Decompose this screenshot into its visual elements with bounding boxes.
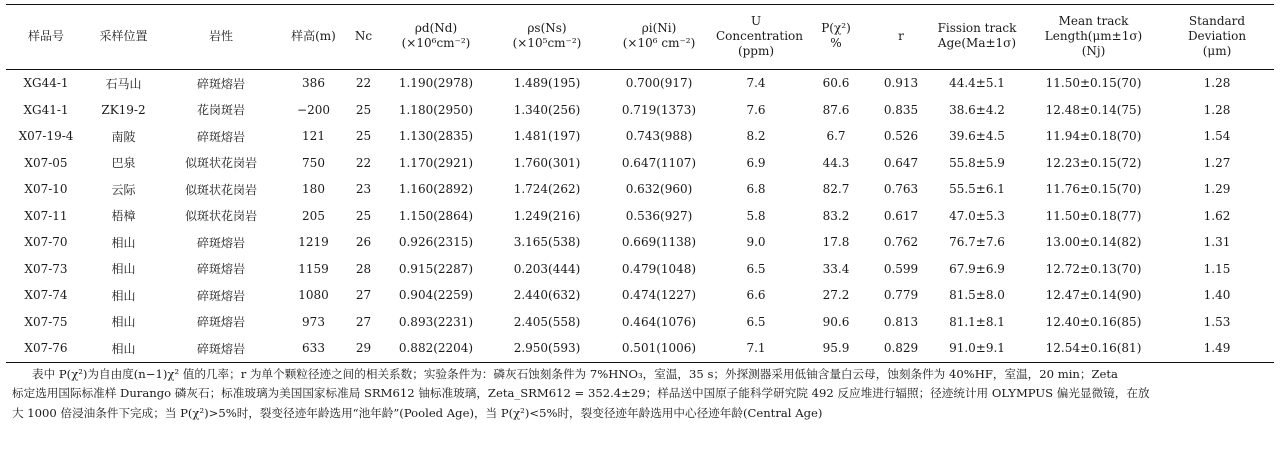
table-cell: 22 (355, 155, 372, 170)
column-header-line: (×10⁶ cm⁻²) (622, 36, 696, 50)
table-cell: 8.2 (746, 129, 766, 144)
table-cell: 相山 (111, 288, 136, 303)
table-cell: 25 (355, 102, 372, 117)
table-cell: 0.904(2259) (398, 288, 474, 303)
table-cell: 1.53 (1203, 314, 1231, 329)
table-cell: 花岗斑岩 (196, 103, 245, 118)
table-cell: 1.249(216) (513, 208, 581, 223)
table-cell: 12.40±0.16(85) (1045, 314, 1142, 329)
table-cell: 386 (302, 76, 325, 91)
table-cell: 0.474(1227) (621, 288, 697, 303)
table-cell: 相山 (111, 262, 136, 277)
table-cell: 1080 (298, 288, 329, 303)
table-cell: 0.203(444) (513, 261, 581, 276)
column-header (346, 5, 381, 70)
table-row (6, 150, 1274, 177)
column-header (6, 5, 86, 70)
table-cell: X07-70 (24, 235, 68, 250)
table-cell: 相山 (111, 315, 136, 330)
table-cell: 7.6 (746, 102, 766, 117)
table-cell: 0.647 (883, 155, 919, 170)
table-cell: 6.7 (826, 129, 846, 144)
table-cell: 0.647(1107) (621, 155, 697, 170)
column-header-line: (ppm) (737, 43, 775, 58)
table-cell: 0.926(2315) (398, 235, 474, 250)
table-cell: 0.669(1138) (621, 235, 697, 250)
table-cell: 81.1±8.1 (949, 314, 1005, 329)
table-cell: 1.481(197) (513, 129, 581, 144)
column-header-line: Mean track (1058, 13, 1129, 28)
table-cell: 33.4 (822, 261, 850, 276)
column-header (161, 5, 281, 70)
table-cell: 1.62 (1203, 208, 1231, 223)
table-cell: 1.160(2892) (398, 182, 474, 197)
table-row (6, 309, 1274, 336)
column-header-line: Standard (1188, 13, 1246, 28)
column-header (1160, 5, 1274, 70)
header-row (6, 5, 1274, 70)
table-cell: 梧樟 (111, 209, 136, 224)
table-cell: 6.5 (746, 314, 766, 329)
footnote-line: 标定选用国际标准样 Durango 磷灰石；标准玻璃为美国国家标准局 SRM612 铀标准玻璃，Zeta_SRM612 = 352.4±29；样品送中国原子能科学研究院 492 反应堆进行辐照；径迹统计用 OLYMPUS 偏光显微镜，在放 (12, 386, 1150, 400)
table-cell: 碎斑熔岩 (196, 288, 245, 303)
footnote-line: 大 1000 倍浸油条件下完成；当 P(χ²)>5%时，裂变径迹年龄选用“池年龄”(Pooled Age)，当 P(χ²)<5%时，裂变径迹年龄选用中心径迹年龄(Central Age) (12, 405, 823, 420)
table-cell: 7.4 (746, 76, 766, 91)
table-cell: 27 (355, 314, 372, 329)
table-cell: 1159 (298, 261, 329, 276)
table-cell: 83.2 (822, 208, 850, 223)
table-cell: 碎斑熔岩 (196, 235, 245, 250)
table-cell: 1.40 (1203, 288, 1231, 303)
column-header (281, 5, 346, 70)
table-cell: 0.617 (883, 208, 919, 223)
table-cell: 0.915(2287) (398, 261, 474, 276)
column-header (715, 5, 804, 70)
table-cell: 0.882(2204) (398, 341, 474, 356)
table-cell: 0.632(960) (625, 182, 693, 197)
table-cell: 1.28 (1203, 76, 1231, 91)
column-header (381, 5, 491, 70)
table-cell: 相山 (111, 235, 136, 250)
table-cell: X07-73 (24, 261, 68, 276)
table-cell: 相山 (111, 341, 136, 356)
table-cell: 碎斑熔岩 (196, 262, 245, 277)
column-header-line: P(χ²) (821, 21, 851, 35)
table-cell: 1.724(262) (513, 182, 581, 197)
column-header-line: (×10⁵cm⁻²) (512, 36, 582, 50)
table-cell: 87.6 (822, 102, 850, 117)
table-cell: 3.165(538) (513, 235, 581, 250)
table-cell: 0.763 (883, 182, 919, 197)
table-cell: 82.7 (822, 182, 850, 197)
table-cell: X07-11 (24, 208, 68, 223)
table-container (6, 4, 1274, 423)
column-header-line: (μm) (1202, 43, 1232, 58)
column-header (603, 5, 715, 70)
table-cell: 0.813 (883, 314, 919, 329)
column-header-line: Fission track (937, 21, 1017, 35)
table-cell: 121 (302, 129, 325, 144)
table-cell: 似斑状花岗岩 (184, 156, 257, 171)
table-cell: 12.54±0.16(81) (1045, 341, 1142, 356)
table-cell: 26 (355, 235, 372, 250)
table-cell: 0.829 (883, 341, 919, 356)
table-row (6, 229, 1274, 256)
table-row (6, 97, 1274, 124)
table-cell: 27 (355, 288, 372, 303)
column-header-line: 岩性 (208, 28, 233, 43)
table-cell: 0.762 (883, 235, 919, 250)
table-cell: 0.700(917) (625, 76, 693, 91)
table-cell: 1.15 (1203, 261, 1231, 276)
table-cell: 似斑状花岗岩 (184, 182, 257, 197)
table-cell: 似斑状花岗岩 (184, 209, 257, 224)
table-cell: 22 (355, 76, 372, 91)
table-cell: 12.47±0.14(90) (1045, 288, 1142, 303)
table-cell: 1.29 (1203, 182, 1231, 197)
table-cell: 6.9 (746, 155, 766, 170)
table-cell: X07-19-4 (18, 129, 74, 144)
table-cell: 76.7±7.6 (949, 235, 1005, 250)
table-cell: 1.489(195) (513, 76, 581, 91)
column-header (875, 5, 927, 70)
table-cell: 1.27 (1203, 155, 1231, 170)
footnote-line: 表中 P(χ²)为自由度(n−1)χ² 值的几率；r 为单个颗粒径迹之间的相关系数；实验条件为：磷灰石蚀刻条件为 7%HNO₃，室温，35 s；外探测器采用低铀含量白云母，蚀刻条件为 40%HF，室温，20 min；Zeta (32, 366, 1118, 381)
table-cell: 2.440(632) (513, 288, 581, 303)
table-cell: 11.50±0.15(70) (1045, 76, 1142, 91)
table-cell: 0.501(1006) (621, 341, 697, 356)
column-header-line: 样高(m) (291, 28, 336, 43)
table-cell: 81.5±8.0 (949, 288, 1005, 303)
table-row (6, 176, 1274, 203)
table-cell: 碎斑熔岩 (196, 341, 245, 356)
table-cell: XG44-1 (23, 76, 69, 91)
table-footnote (6, 365, 1274, 424)
table-cell: 南陂 (111, 129, 136, 144)
table-cell: −200 (297, 102, 330, 117)
table-cell: 1.170(2921) (398, 155, 474, 170)
column-header-line: (×10⁶cm⁻²) (401, 36, 471, 50)
table-cell: 2.405(558) (513, 314, 581, 329)
column-header (797, 5, 875, 70)
table-cell: 17.8 (822, 235, 850, 250)
table-cell: X07-75 (24, 314, 68, 329)
table-row (6, 282, 1274, 309)
table-cell: 1.49 (1203, 341, 1231, 356)
table-cell: 28 (355, 261, 372, 276)
column-header-line: Deviation (1187, 28, 1247, 43)
column-header-line: 采样位置 (99, 28, 148, 43)
column-header-line: ρd(Nd) (414, 21, 458, 35)
table-cell: 0.719(1373) (621, 102, 697, 117)
table-cell: 25 (355, 208, 372, 223)
table-cell: 1219 (298, 235, 329, 250)
table-cell: 碎斑熔岩 (196, 76, 245, 91)
table-cell: 38.6±4.2 (949, 102, 1005, 117)
table-cell: 29 (355, 341, 372, 356)
table-cell: 6.6 (746, 288, 766, 303)
column-header-line: U (750, 13, 762, 28)
table-cell: 91.0±9.1 (949, 341, 1005, 356)
column-header (927, 5, 1027, 70)
table-cell: 11.76±0.15(70) (1045, 182, 1142, 197)
table-row (6, 123, 1274, 150)
table-cell: 0.536(927) (625, 208, 693, 223)
table-cell: 23 (355, 182, 372, 197)
table-cell: 0.526 (883, 129, 919, 144)
table-cell: ZK19-2 (101, 102, 146, 117)
table-cell: 1.340(256) (513, 102, 581, 117)
table-cell: X07-10 (24, 182, 68, 197)
table-cell: 12.48±0.14(75) (1045, 102, 1142, 117)
column-header-line: Nc (354, 28, 373, 43)
table-cell: 0.743(988) (625, 129, 693, 144)
column-header (1027, 5, 1160, 70)
column-header-line: r (898, 28, 904, 43)
column-header-line: Concentration (716, 28, 804, 43)
column-header-line: (Nj) (1081, 43, 1106, 58)
table-cell: 0.464(1076) (621, 314, 697, 329)
table-cell: 1.150(2864) (398, 208, 474, 223)
table-cell: 1.28 (1203, 102, 1231, 117)
table-row (6, 335, 1274, 362)
column-header-line: Length(μm±1σ) (1044, 28, 1143, 43)
table-cell: 6.8 (746, 182, 766, 197)
table-cell: 9.0 (746, 235, 766, 250)
table-cell: 39.6±4.5 (949, 129, 1005, 144)
table-row (6, 256, 1274, 283)
table-cell: 1.54 (1203, 129, 1231, 144)
column-header (86, 5, 161, 70)
table-cell: XG41-1 (23, 102, 69, 117)
table-cell: 95.9 (822, 341, 850, 356)
table-cell: 27.2 (822, 288, 850, 303)
table-cell: 90.6 (822, 314, 850, 329)
table-cell: 180 (302, 182, 325, 197)
column-header (491, 5, 603, 70)
table-cell: 67.9±6.9 (949, 261, 1005, 276)
table-cell: 47.0±5.3 (949, 208, 1005, 223)
column-header-line: 样品号 (27, 28, 64, 43)
table-cell: 云际 (111, 182, 136, 197)
column-header-line: Age(Ma±1σ) (937, 36, 1017, 50)
table-cell: 碎斑熔岩 (196, 129, 245, 144)
column-header-line: % (830, 36, 842, 50)
table-cell: 55.8±5.9 (949, 155, 1005, 170)
table-cell: 2.950(593) (513, 341, 581, 356)
fission-track-table (6, 4, 1274, 363)
table-cell: 11.94±0.18(70) (1045, 129, 1142, 144)
table-cell: X07-76 (24, 341, 68, 356)
table-cell: X07-74 (24, 288, 68, 303)
table-cell: 0.835 (883, 102, 919, 117)
table-cell: 0.893(2231) (398, 314, 474, 329)
table-cell: 6.5 (746, 261, 766, 276)
table-cell: 0.913 (883, 76, 919, 91)
table-row (6, 70, 1274, 97)
table-cell: 205 (302, 208, 325, 223)
column-header-line: ρs(Ns) (527, 21, 567, 35)
table-cell: 1.130(2835) (398, 129, 474, 144)
table-cell: 973 (302, 314, 325, 329)
table-cell: 13.00±0.14(82) (1045, 235, 1142, 250)
table-cell: 750 (302, 155, 325, 170)
table-cell: 1.760(301) (513, 155, 581, 170)
table-cell: 7.1 (746, 341, 766, 356)
table-cell: 1.31 (1203, 235, 1231, 250)
table-cell: 25 (355, 129, 372, 144)
table-cell: 0.599 (883, 261, 919, 276)
table-row (6, 203, 1274, 230)
table-cell: 55.5±6.1 (949, 182, 1005, 197)
table-cell: 44.4±5.1 (949, 76, 1005, 91)
table-body (6, 70, 1274, 363)
table-cell: 5.8 (746, 208, 766, 223)
table-cell: X07-05 (24, 155, 68, 170)
table-header (6, 5, 1274, 70)
table-cell: 0.479(1048) (621, 261, 697, 276)
table-cell: 石马山 (105, 76, 142, 91)
table-cell: 60.6 (822, 76, 850, 91)
table-cell: 633 (302, 341, 325, 356)
table-cell: 0.779 (883, 288, 919, 303)
table-cell: 12.72±0.13(70) (1045, 261, 1142, 276)
table-cell: 12.23±0.15(72) (1045, 155, 1142, 170)
table-cell: 44.3 (822, 155, 850, 170)
table-cell: 1.180(2950) (398, 102, 474, 117)
column-header-line: ρi(Ni) (641, 21, 677, 35)
table-cell: 1.190(2978) (398, 76, 474, 91)
table-cell: 巴泉 (111, 156, 136, 171)
table-cell: 11.50±0.18(77) (1045, 208, 1142, 223)
table-cell: 碎斑熔岩 (196, 315, 245, 330)
